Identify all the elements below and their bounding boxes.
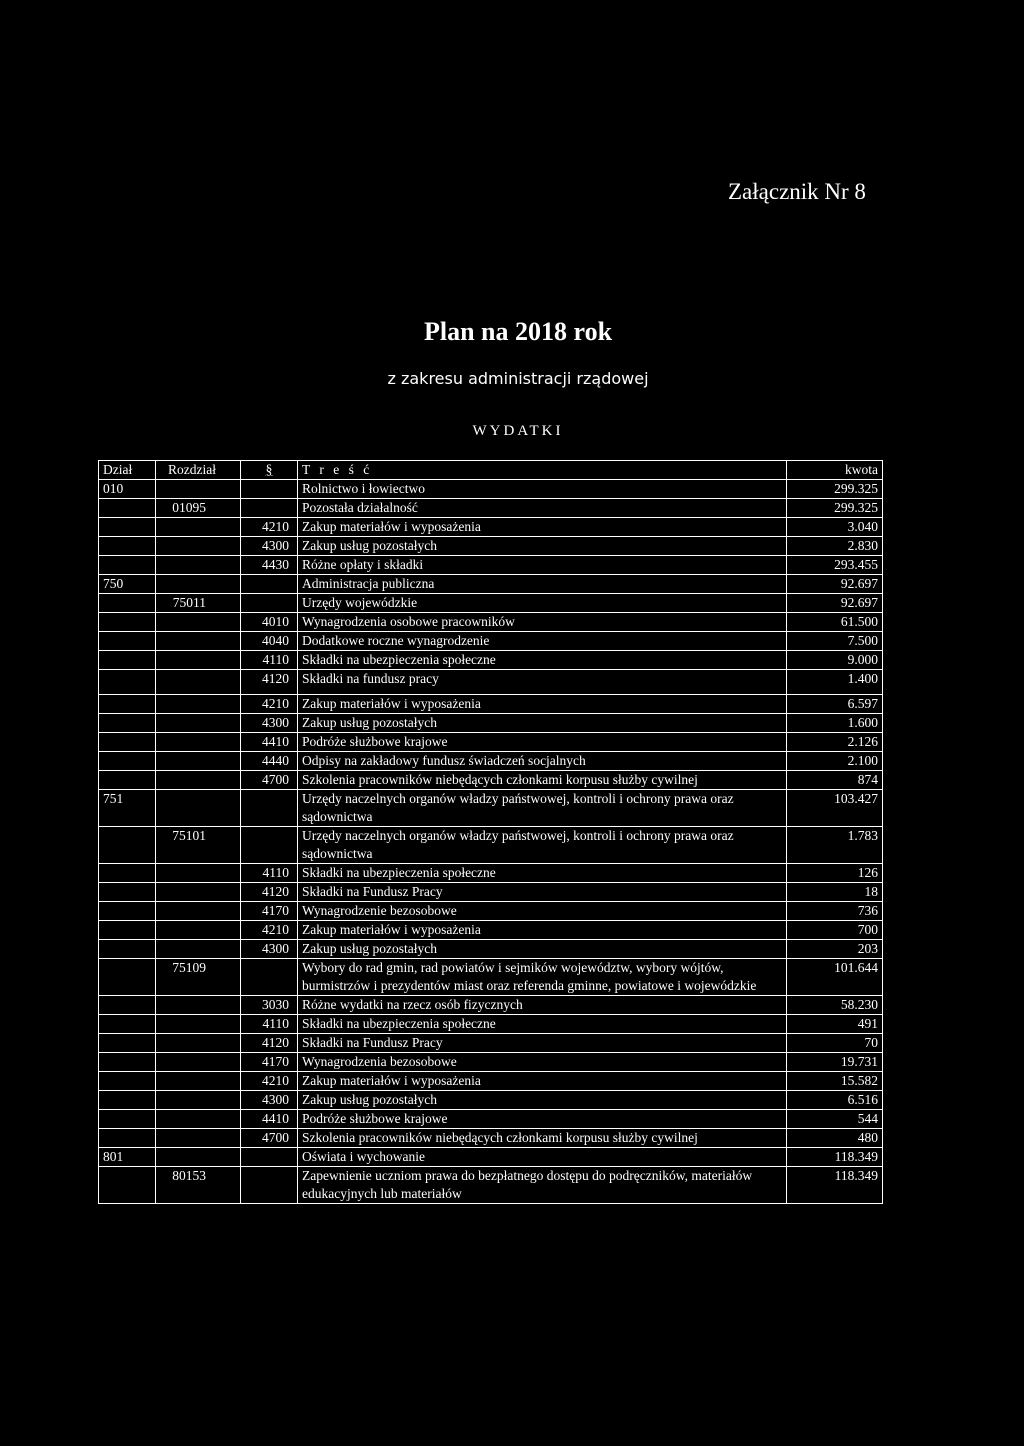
cell-kwota: 299.325 <box>787 499 883 518</box>
table-row <box>99 733 883 752</box>
column-header-kwota: kwota <box>787 461 883 480</box>
cell-paragraf: 4300 <box>241 1091 298 1110</box>
cell-rozdzial <box>156 902 241 921</box>
table-row <box>99 1129 883 1148</box>
cell-kwota: 9.000 <box>787 651 883 670</box>
cell-kwota: 19.731 <box>787 1053 883 1072</box>
cell-rozdzial <box>156 695 241 714</box>
page-subtitle: z zakresu administracji rządowej <box>387 369 649 388</box>
cell-rozdzial: 75109 <box>156 959 241 996</box>
cell-tresc: Wynagrodzenie bezosobowe <box>298 902 787 921</box>
cell-rozdzial <box>156 714 241 733</box>
cell-paragraf: 4120 <box>241 670 298 695</box>
cell-kwota: 118.349 <box>787 1167 883 1204</box>
cell-dzial <box>99 902 156 921</box>
cell-rozdzial <box>156 921 241 940</box>
cell-rozdzial <box>156 518 241 537</box>
cell-paragraf: 4700 <box>241 1129 298 1148</box>
cell-rozdzial: 80153 <box>156 1167 241 1204</box>
table-row <box>99 921 883 940</box>
column-header-tresc: T r e ś ć <box>298 461 787 480</box>
cell-tresc: Różne wydatki na rzecz osób fizycznych <box>298 996 787 1015</box>
cell-tresc: Administracja publiczna <box>298 575 787 594</box>
table-row <box>99 1110 883 1129</box>
cell-dzial <box>99 921 156 940</box>
cell-rozdzial <box>156 771 241 790</box>
cell-kwota: 1.400 <box>787 670 883 695</box>
cell-kwota: 544 <box>787 1110 883 1129</box>
cell-dzial <box>99 1129 156 1148</box>
cell-tresc: Wynagrodzenia bezosobowe <box>298 1053 787 1072</box>
annex-label: Załącznik Nr 8 <box>728 179 866 204</box>
cell-kwota: 58.230 <box>787 996 883 1015</box>
cell-dzial <box>99 996 156 1015</box>
cell-dzial <box>99 1015 156 1034</box>
cell-dzial <box>99 864 156 883</box>
cell-dzial <box>99 537 156 556</box>
cell-kwota: 874 <box>787 771 883 790</box>
cell-tresc: Oświata i wychowanie <box>298 1148 787 1167</box>
cell-rozdzial <box>156 1110 241 1129</box>
cell-dzial <box>99 752 156 771</box>
table-row <box>99 902 883 921</box>
cell-kwota: 103.427 <box>787 790 883 827</box>
cell-dzial <box>99 883 156 902</box>
cell-tresc: Dodatkowe roczne wynagrodzenie <box>298 632 787 651</box>
table-row <box>99 632 883 651</box>
cell-paragraf <box>241 1167 298 1204</box>
cell-paragraf: 4210 <box>241 921 298 940</box>
cell-paragraf: 4110 <box>241 1015 298 1034</box>
cell-rozdzial <box>156 1034 241 1053</box>
cell-rozdzial <box>156 613 241 632</box>
section-heading: WYDATKI <box>472 423 564 439</box>
cell-dzial <box>99 1072 156 1091</box>
cell-kwota: 2.830 <box>787 537 883 556</box>
cell-tresc: Składki na ubezpieczenia społeczne <box>298 1015 787 1034</box>
cell-paragraf: 4210 <box>241 518 298 537</box>
table-row <box>99 556 883 575</box>
cell-kwota: 203 <box>787 940 883 959</box>
cell-dzial <box>99 771 156 790</box>
cell-paragraf <box>241 480 298 499</box>
cell-paragraf: 4110 <box>241 864 298 883</box>
cell-tresc: Zakup usług pozostałych <box>298 940 787 959</box>
cell-tresc: Urzędy naczelnych organów władzy państwowej, kontroli i ochrony prawa oraz sądownictwa <box>298 827 787 864</box>
cell-kwota: 299.325 <box>787 480 883 499</box>
table-row <box>99 883 883 902</box>
cell-paragraf: 4170 <box>241 1053 298 1072</box>
cell-kwota: 15.582 <box>787 1072 883 1091</box>
cell-tresc: Podróże służbowe krajowe <box>298 733 787 752</box>
cell-rozdzial <box>156 996 241 1015</box>
cell-dzial <box>99 1053 156 1072</box>
table-row <box>99 695 883 714</box>
table-row <box>99 827 883 864</box>
table-row <box>99 790 883 827</box>
cell-kwota: 3.040 <box>787 518 883 537</box>
cell-paragraf: 4440 <box>241 752 298 771</box>
cell-dzial <box>99 714 156 733</box>
cell-dzial: 750 <box>99 575 156 594</box>
cell-dzial <box>99 940 156 959</box>
cell-dzial <box>99 1034 156 1053</box>
cell-rozdzial <box>156 1072 241 1091</box>
cell-kwota: 6.516 <box>787 1091 883 1110</box>
table-row <box>99 1072 883 1091</box>
column-header-rozdzial: Rozdział <box>156 461 241 480</box>
cell-dzial <box>99 518 156 537</box>
cell-dzial <box>99 959 156 996</box>
cell-rozdzial <box>156 1053 241 1072</box>
table-row <box>99 613 883 632</box>
cell-dzial <box>99 594 156 613</box>
cell-kwota: 700 <box>787 921 883 940</box>
cell-rozdzial <box>156 752 241 771</box>
cell-rozdzial <box>156 632 241 651</box>
table-row <box>99 752 883 771</box>
cell-dzial <box>99 632 156 651</box>
cell-kwota: 126 <box>787 864 883 883</box>
cell-kwota: 7.500 <box>787 632 883 651</box>
cell-dzial <box>99 499 156 518</box>
cell-rozdzial <box>156 1129 241 1148</box>
table-row <box>99 518 883 537</box>
column-header-paragraf: § <box>241 461 298 480</box>
cell-kwota: 6.597 <box>787 695 883 714</box>
cell-kwota: 118.349 <box>787 1148 883 1167</box>
cell-dzial <box>99 556 156 575</box>
cell-paragraf: 4300 <box>241 940 298 959</box>
cell-paragraf <box>241 499 298 518</box>
cell-paragraf <box>241 594 298 613</box>
page-title: Plan na 2018 rok <box>423 317 613 346</box>
cell-rozdzial <box>156 537 241 556</box>
table-row <box>99 1148 883 1167</box>
cell-kwota: 2.126 <box>787 733 883 752</box>
cell-tresc: Pozostała działalność <box>298 499 787 518</box>
table-row <box>99 670 883 695</box>
cell-rozdzial <box>156 1015 241 1034</box>
cell-paragraf: 4410 <box>241 1110 298 1129</box>
cell-paragraf: 4120 <box>241 883 298 902</box>
cell-tresc: Zakup materiałów i wyposażenia <box>298 921 787 940</box>
cell-dzial <box>99 613 156 632</box>
cell-dzial <box>99 733 156 752</box>
cell-tresc: Zakup usług pozostałych <box>298 537 787 556</box>
cell-tresc: Podróże służbowe krajowe <box>298 1110 787 1129</box>
cell-paragraf: 4410 <box>241 733 298 752</box>
table-row <box>99 714 883 733</box>
cell-paragraf: 4040 <box>241 632 298 651</box>
table-row <box>99 1167 883 1204</box>
table-row <box>99 940 883 959</box>
cell-rozdzial: 75011 <box>156 594 241 613</box>
cell-dzial <box>99 1110 156 1129</box>
cell-tresc: Składki na Fundusz Pracy <box>298 883 787 902</box>
cell-dzial <box>99 670 156 695</box>
cell-paragraf: 4170 <box>241 902 298 921</box>
cell-kwota: 61.500 <box>787 613 883 632</box>
cell-rozdzial <box>156 733 241 752</box>
cell-kwota: 92.697 <box>787 575 883 594</box>
cell-tresc: Urzędy naczelnych organów władzy państwowej, kontroli i ochrony prawa oraz sądownictwa <box>298 790 787 827</box>
cell-paragraf: 4700 <box>241 771 298 790</box>
table-row <box>99 864 883 883</box>
cell-tresc: Zakup usług pozostałych <box>298 1091 787 1110</box>
cell-paragraf: 4300 <box>241 714 298 733</box>
cell-tresc: Składki na ubezpieczenia społeczne <box>298 651 787 670</box>
cell-kwota: 491 <box>787 1015 883 1034</box>
cell-dzial <box>99 651 156 670</box>
column-header-dzial: Dział <box>99 461 156 480</box>
cell-tresc: Różne opłaty i składki <box>298 556 787 575</box>
cell-rozdzial <box>156 670 241 695</box>
cell-dzial: 010 <box>99 480 156 499</box>
cell-kwota: 101.644 <box>787 959 883 996</box>
cell-rozdzial: 75101 <box>156 827 241 864</box>
cell-kwota: 293.455 <box>787 556 883 575</box>
cell-rozdzial <box>156 940 241 959</box>
cell-tresc: Zakup materiałów i wyposażenia <box>298 1072 787 1091</box>
cell-tresc: Zakup usług pozostałych <box>298 714 787 733</box>
cell-tresc: Wynagrodzenia osobowe pracowników <box>298 613 787 632</box>
cell-kwota: 480 <box>787 1129 883 1148</box>
cell-paragraf: 3030 <box>241 996 298 1015</box>
cell-rozdzial <box>156 883 241 902</box>
table-row <box>99 1091 883 1110</box>
cell-paragraf <box>241 959 298 996</box>
cell-tresc: Rolnictwo i łowiectwo <box>298 480 787 499</box>
cell-kwota: 1.783 <box>787 827 883 864</box>
cell-paragraf <box>241 575 298 594</box>
cell-kwota: 92.697 <box>787 594 883 613</box>
cell-paragraf <box>241 790 298 827</box>
cell-tresc: Szkolenia pracowników niebędących członkami korpusu służby cywilnej <box>298 771 787 790</box>
cell-rozdzial: 01095 <box>156 499 241 518</box>
cell-paragraf: 4300 <box>241 537 298 556</box>
cell-tresc: Zakup materiałów i wyposażenia <box>298 518 787 537</box>
table-row <box>99 959 883 996</box>
expenditure-table <box>98 460 883 1204</box>
cell-tresc: Składki na ubezpieczenia społeczne <box>298 864 787 883</box>
cell-dzial: 751 <box>99 790 156 827</box>
table-header-row <box>99 461 883 480</box>
cell-dzial: 801 <box>99 1148 156 1167</box>
cell-tresc: Szkolenia pracowników niebędących członkami korpusu służby cywilnej <box>298 1129 787 1148</box>
table-row <box>99 575 883 594</box>
cell-tresc: Urzędy wojewódzkie <box>298 594 787 613</box>
cell-paragraf: 4430 <box>241 556 298 575</box>
cell-paragraf: 4210 <box>241 1072 298 1091</box>
cell-tresc: Odpisy na zakładowy fundusz świadczeń socjalnych <box>298 752 787 771</box>
cell-dzial <box>99 1091 156 1110</box>
cell-rozdzial <box>156 480 241 499</box>
cell-dzial <box>99 827 156 864</box>
cell-rozdzial <box>156 556 241 575</box>
cell-tresc: Zapewnienie uczniom prawa do bezpłatnego dostępu do podręczników, materiałów edukacyjnych lub materiałów <box>298 1167 787 1204</box>
cell-paragraf: 4010 <box>241 613 298 632</box>
table-row <box>99 537 883 556</box>
cell-rozdzial <box>156 1148 241 1167</box>
cell-paragraf: 4210 <box>241 695 298 714</box>
cell-rozdzial <box>156 864 241 883</box>
table-row <box>99 480 883 499</box>
cell-kwota: 736 <box>787 902 883 921</box>
cell-rozdzial <box>156 575 241 594</box>
cell-dzial <box>99 1167 156 1204</box>
table-row <box>99 996 883 1015</box>
table-row <box>99 1053 883 1072</box>
cell-kwota: 18 <box>787 883 883 902</box>
table-row <box>99 771 883 790</box>
cell-paragraf: 4120 <box>241 1034 298 1053</box>
table-row <box>99 1015 883 1034</box>
table-row <box>99 499 883 518</box>
cell-rozdzial <box>156 651 241 670</box>
cell-kwota: 1.600 <box>787 714 883 733</box>
table-row <box>99 1034 883 1053</box>
cell-tresc: Składki na Fundusz Pracy <box>298 1034 787 1053</box>
cell-paragraf <box>241 1148 298 1167</box>
cell-paragraf <box>241 827 298 864</box>
cell-kwota: 70 <box>787 1034 883 1053</box>
table-row <box>99 651 883 670</box>
cell-paragraf: 4110 <box>241 651 298 670</box>
cell-rozdzial <box>156 1091 241 1110</box>
cell-kwota: 2.100 <box>787 752 883 771</box>
cell-rozdzial <box>156 790 241 827</box>
cell-tresc: Zakup materiałów i wyposażenia <box>298 695 787 714</box>
table-row <box>99 594 883 613</box>
cell-tresc: Składki na fundusz pracy <box>298 670 787 695</box>
cell-tresc: Wybory do rad gmin, rad powiatów i sejmików województw, wybory wójtów, burmistrzów i prezydentów miast oraz referenda gminne, powiatowe i wojewódzkie <box>298 959 787 996</box>
cell-dzial <box>99 695 156 714</box>
